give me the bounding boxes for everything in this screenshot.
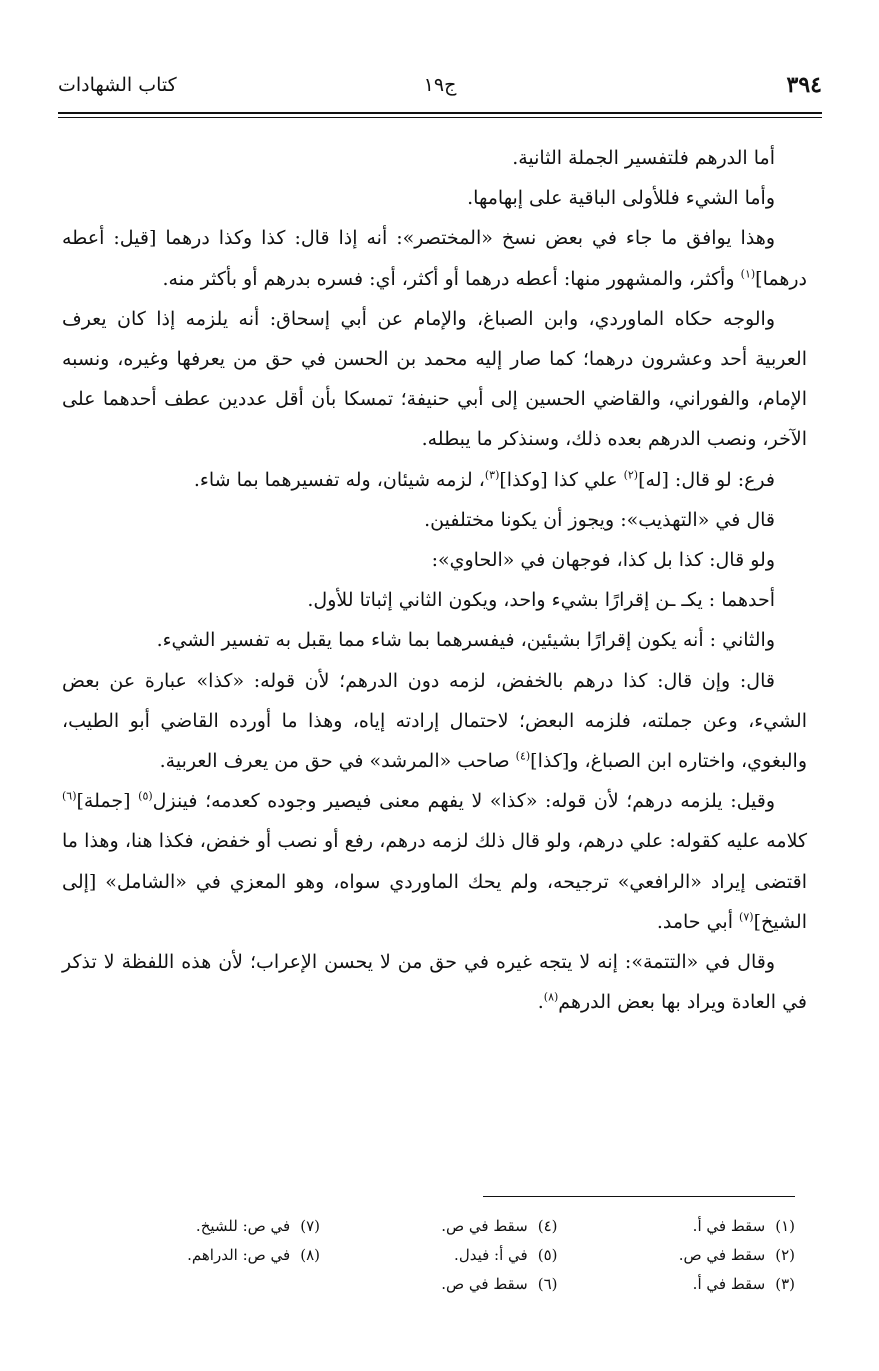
paragraph-4-text: والوجه حكاه الماوردي، وابن الصباغ، والإمام عن أبي إسحاق: أنه يلزمه إذا كان يعرف العربية أحد وعشرون درهما؛ كما صار إليه محمد بن الحسن في حق من يعرفها وغيره، ونسبه الإمام، والفوراني، والقاضي الحسين إلى أبي حنيفة؛ تمسكا بأن أقل عددين عطف أحدهما على الآخر، ونصب الدرهم بعده ذلك، وسنذكر ما يبطله. bbox=[62, 307, 807, 451]
footnote-column-2 bbox=[358, 1212, 558, 1299]
running-header bbox=[58, 72, 822, 106]
footnote-text: في أ: فيدل. bbox=[454, 1246, 528, 1264]
paragraph-1 bbox=[62, 138, 807, 178]
footnote-text: في ص: للشيخ. bbox=[195, 1217, 291, 1235]
footnote-separator bbox=[483, 1196, 795, 1197]
paragraph-9 bbox=[62, 620, 807, 660]
paragraph-7 bbox=[62, 540, 807, 580]
footnote-ref-4: (٤) bbox=[515, 749, 531, 763]
paragraph-8-text: أحدهما : يكـ ـن إقرارًا بشيء واحد، ويكون الثاني إثباتا للأول. bbox=[307, 589, 775, 612]
footnote-6 bbox=[358, 1270, 558, 1299]
paragraph-6-text: قال في «التهذيب»: ويجوز أن يكونا مختلفين. bbox=[424, 508, 775, 531]
footnote-8 bbox=[120, 1241, 320, 1270]
header-rule-thick bbox=[58, 112, 822, 114]
footnote-number: (٦) bbox=[537, 1275, 558, 1293]
footnote-1 bbox=[595, 1212, 795, 1241]
paragraph-11-text-c: كلامه عليه كقوله: علي درهم، ولو قال ذلك لزمه درهم، رفع أو نصب أو خفض، فكذا هنا، وهذا ما اقتضى إيراد «الرافعي» ترجيحه، ولم يحك الماوردي سواه، وهو المعزي في «الشامل» [إلى الشيخ] bbox=[62, 830, 807, 933]
footnote-text: في ص: الدراهم. bbox=[187, 1246, 291, 1264]
footnote-ref-8: (٨) bbox=[543, 990, 559, 1004]
footnote-number: (٢) bbox=[775, 1246, 795, 1264]
paragraph-4 bbox=[62, 299, 807, 460]
footnote-number: (٥) bbox=[537, 1246, 558, 1264]
footnote-ref-5: (٥) bbox=[138, 789, 153, 803]
paragraph-10-text-b: صاحب «المرشد» في حق من يعرف العربية. bbox=[159, 750, 516, 773]
footnote-number: (٣) bbox=[775, 1275, 795, 1293]
footnote-2 bbox=[595, 1241, 795, 1270]
paragraph-2 bbox=[62, 178, 807, 218]
footnote-column-3 bbox=[120, 1212, 320, 1299]
footnote-text: سقط في ص. bbox=[678, 1246, 766, 1264]
paragraph-11-text-b: [جملة] bbox=[76, 790, 139, 813]
footnotes bbox=[120, 1212, 795, 1299]
volume-label: ج١٩ bbox=[423, 74, 457, 96]
paragraph-5-text-a: فرع: لو قال: [له] bbox=[638, 468, 775, 491]
footnote-column-1 bbox=[595, 1212, 795, 1299]
footnote-ref-3: (٣) bbox=[484, 468, 500, 482]
footnote-text: سقط في ص. bbox=[441, 1217, 528, 1235]
paragraph-8 bbox=[62, 580, 807, 620]
footnote-4 bbox=[358, 1212, 558, 1241]
main-text bbox=[62, 138, 807, 1022]
paragraph-11-text-d: أبي حامد. bbox=[656, 910, 740, 933]
paragraph-2-text: وأما الشيء فللأولى الباقية على إبهامها. bbox=[467, 187, 775, 210]
paragraph-9-text: والثاني : أنه يكون إقرارًا بشيئين، فيفسرهما بما شاء مما يقبل به تفسير الشيء. bbox=[156, 629, 775, 652]
footnote-text: سقط في أ. bbox=[692, 1275, 766, 1293]
footnote-number: (٧) bbox=[300, 1217, 320, 1235]
paragraph-1-text: أما الدرهم فلتفسير الجملة الثانية. bbox=[512, 147, 775, 169]
footnote-ref-6: (٦) bbox=[62, 789, 77, 803]
paragraph-3-text-a: وهذا يوافق ما جاء في بعض نسخ «المختصر»: أنه إذا قال: كذا وكذا درهما [قيل: أعطه درهما] bbox=[62, 227, 807, 290]
paragraph-7-text: ولو قال: كذا بل كذا، فوجهان في «الحاوي»: bbox=[431, 549, 775, 572]
footnote-3 bbox=[595, 1270, 795, 1299]
paragraph-6 bbox=[62, 500, 807, 540]
page-number: ٣٩٤ bbox=[786, 72, 822, 98]
paragraph-12-text-b: . bbox=[537, 991, 544, 1014]
footnote-ref-2: (٢) bbox=[623, 468, 639, 482]
footnote-number: (١) bbox=[775, 1217, 795, 1235]
paragraph-5-text-b: علي كذا [وكذا] bbox=[499, 468, 624, 491]
paragraph-5-text-c: ، لزمه شيئان، وله تفسيرهما بما شاء. bbox=[193, 468, 485, 491]
book-title: كتاب الشهادات bbox=[58, 74, 177, 96]
header-rule-thin bbox=[58, 117, 822, 118]
paragraph-10 bbox=[62, 661, 807, 782]
paragraph-3-text-b: وأكثر، والمشهور منها: أعطه درهما أو أكثر، أي: فسره بدرهم أو بأكثر منه. bbox=[162, 267, 741, 290]
footnote-text: سقط في ص. bbox=[441, 1275, 528, 1293]
paragraph-11-text-a: وقيل: يلزمه درهم؛ لأن قوله: «كذا» لا يفهم معنى فيصير وجوده كعدمه؛ فينزل bbox=[152, 790, 775, 813]
paragraph-12 bbox=[62, 942, 807, 1022]
footnote-ref-7: (٧) bbox=[739, 910, 754, 924]
footnote-5 bbox=[358, 1241, 558, 1270]
footnote-ref-1: (١) bbox=[740, 267, 756, 281]
paragraph-5 bbox=[62, 460, 807, 500]
footnote-7 bbox=[120, 1212, 320, 1241]
paragraph-10-text-a: قال: وإن قال: كذا درهم بالخفض، لزمه دون الدرهم؛ لأن قوله: «كذا» عبارة عن بعض الشيء، وعن جملته، فلزمه البعض؛ لاحتمال إرادته إياه، وهذا ما أورده القاضي أبو الطيب، والبغوي، واختاره ابن الصباغ، و[كذا] bbox=[62, 669, 807, 773]
footnote-number: (٨) bbox=[300, 1246, 320, 1264]
paragraph-11 bbox=[62, 781, 807, 942]
paragraph-12-text-a: وقال في «التتمة»: إنه لا يتجه غيره في حق من لا يحسن الإعراب؛ لأن هذه اللفظة لا تذكر في العادة ويراد بها بعض الدرهم bbox=[62, 951, 807, 1014]
footnote-number: (٤) bbox=[537, 1217, 558, 1235]
footnote-text: سقط في أ. bbox=[692, 1217, 766, 1235]
paragraph-3 bbox=[62, 218, 807, 298]
